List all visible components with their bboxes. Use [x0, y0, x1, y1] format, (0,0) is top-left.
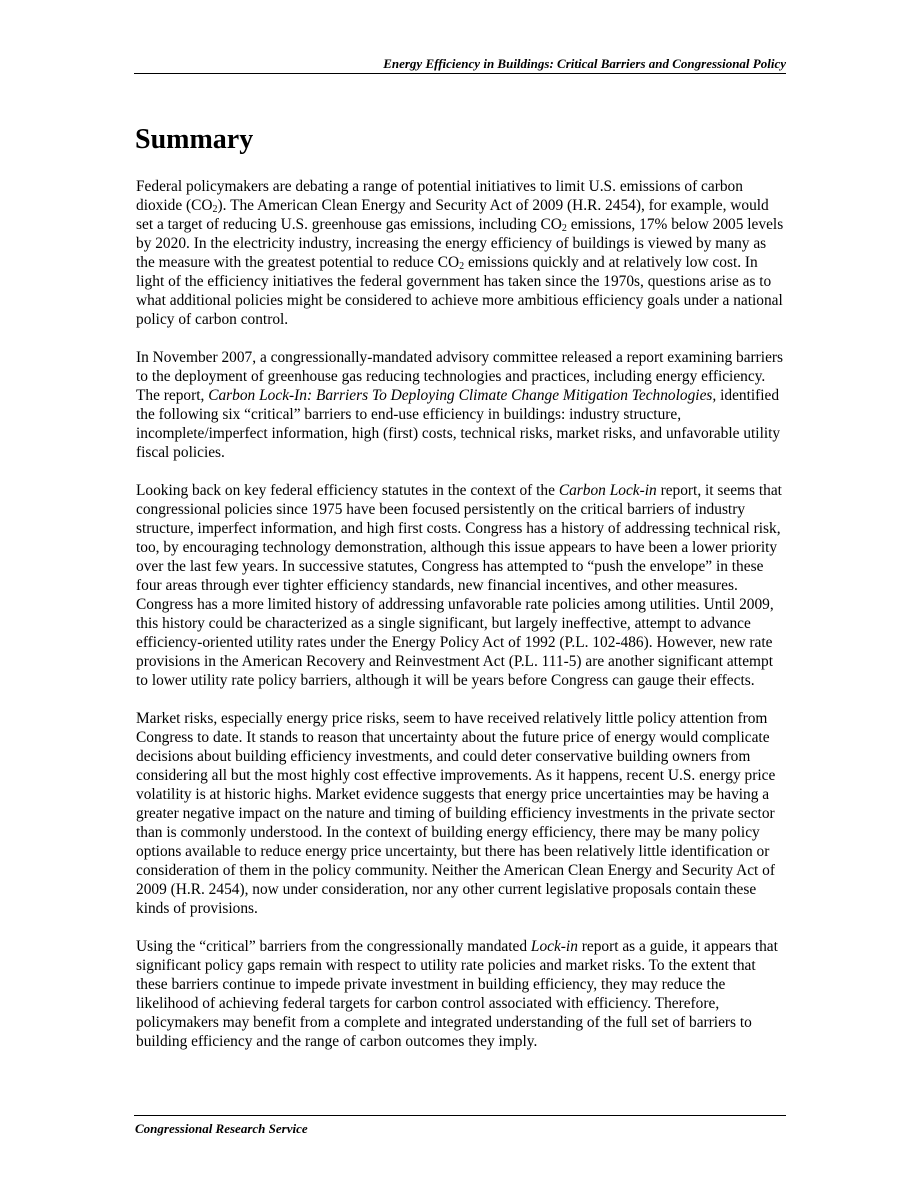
paragraph-3: Looking back on key federal efficiency statutes in the context of the Carbon Lock-in report, it seems that congressional policies since 1975 have been focused persistently on the critical barriers of industry structure, imperfect information, and high first costs. Congress has a history of addressing technical risk, too, by encouraging technology demonstration, although this issue appears to have been a lower priority over the last few years. In successive statutes, Congress has attempted to “push the envelope” in these four areas through ever tighter efficiency standards, new financial incentives, and other measures. Congress has a more limited history of addressing unfavorable rate policies among utilities. Until 2009, this history could be characterized as a single significant, but largely ineffective, attempt to advance efficiency-oriented utility rates under the Energy Policy Act of 1992 (P.L. 102-486). However, new rate provisions in the American Recovery and Reinvestment Act (P.L. 111-5) are another significant attempt to lower utility rate policy barriers, although it will be years before Congress can gauge their effects.	[136, 482, 782, 689]
report-title: Carbon Lock-in	[558, 482, 657, 499]
summary-body	[136, 177, 788, 1070]
header-rule	[134, 73, 786, 74]
paragraph-4: Market risks, especially energy price risks, seem to have received relatively little policy attention from Congress to date. It stands to reason that uncertainty about the future price of energy would complicate decisions about building efficiency investments, and could deter conservative building owners from considering all but the most highly cost effective improvements. As it happens, recent U.S. energy price volatility is at historic highs. Market evidence suggests that energy price uncertainties may be having a greater negative impact on the nature and timing of building efficiency investments in the private sector than is commonly understood. In the context of building energy efficiency, there may be many policy options available to reduce energy price uncertainty, but there has been relatively little identification or consideration of them in the policy community. Neither the American Clean Energy and Security Act of 2009 (H.R. 2454), now under consideration, nor any other current legislative proposals contain these kinds of provisions.	[136, 710, 776, 917]
page-title: Summary	[135, 124, 254, 155]
footer: Congressional Research Service	[135, 1121, 308, 1136]
paragraph-1: Federal policymakers are debating a range of potential initiatives to limit U.S. emissions of carbon dioxide $(CO_2)$. The American Clean Energy and Security Act of 2009 (H.R. 2454), for example, would set a target of reducing U.S. greenhouse gas emissions, including $CO_2$ emissions, 17% below 2005 levels by 2020. In the electricity industry, increasing the energy efficiency of buildings is viewed by many as the measure with the greatest potential to reduce $CO_2$ emissions quickly and at relatively low cost. In light of the efficiency initiatives the federal government has taken since the 1970s, questions arise as to what additional policies might be considered to achieve more ambitious efficiency goals under a national policy of carbon control.	[136, 178, 784, 328]
report-title: Lock-in	[530, 938, 578, 955]
running-head: Energy Efficiency in Buildings: Critical Barriers and Congressional Policy	[383, 56, 786, 71]
paragraph-2: In November 2007, a congressionally-mandated advisory committee released a report examining barriers to the deployment of greenhouse gas reducing technologies and practices, including energy efficiency. The report, Carbon Lock-In: Barriers To Deploying Climate Change Mitigation Technologies, identified the following six “critical” barriers to end-use efficiency in buildings: industry structure, incomplete/imperfect information, high (first) costs, technical risks, market risks, and unfavorable utility fiscal policies.	[136, 349, 784, 461]
report-title: Carbon Lock-In: Barriers To Deploying Climate Change Mitigation Technologies,	[208, 387, 717, 404]
footer-rule	[134, 1115, 786, 1116]
paragraph-5: Using the “critical” barriers from the congressionally mandated Lock-in report as a guide, it appears that significant policy gaps remain with respect to utility rate policies and market risks. To the extent that these barriers continue to impede private investment in building efficiency, they may reduce the likelihood of achieving federal targets for carbon control associated with efficiency. Therefore, policymakers may benefit from a complete and integrated understanding of the full set of barriers to building efficiency and the range of carbon outcomes they imply.	[136, 938, 778, 1050]
